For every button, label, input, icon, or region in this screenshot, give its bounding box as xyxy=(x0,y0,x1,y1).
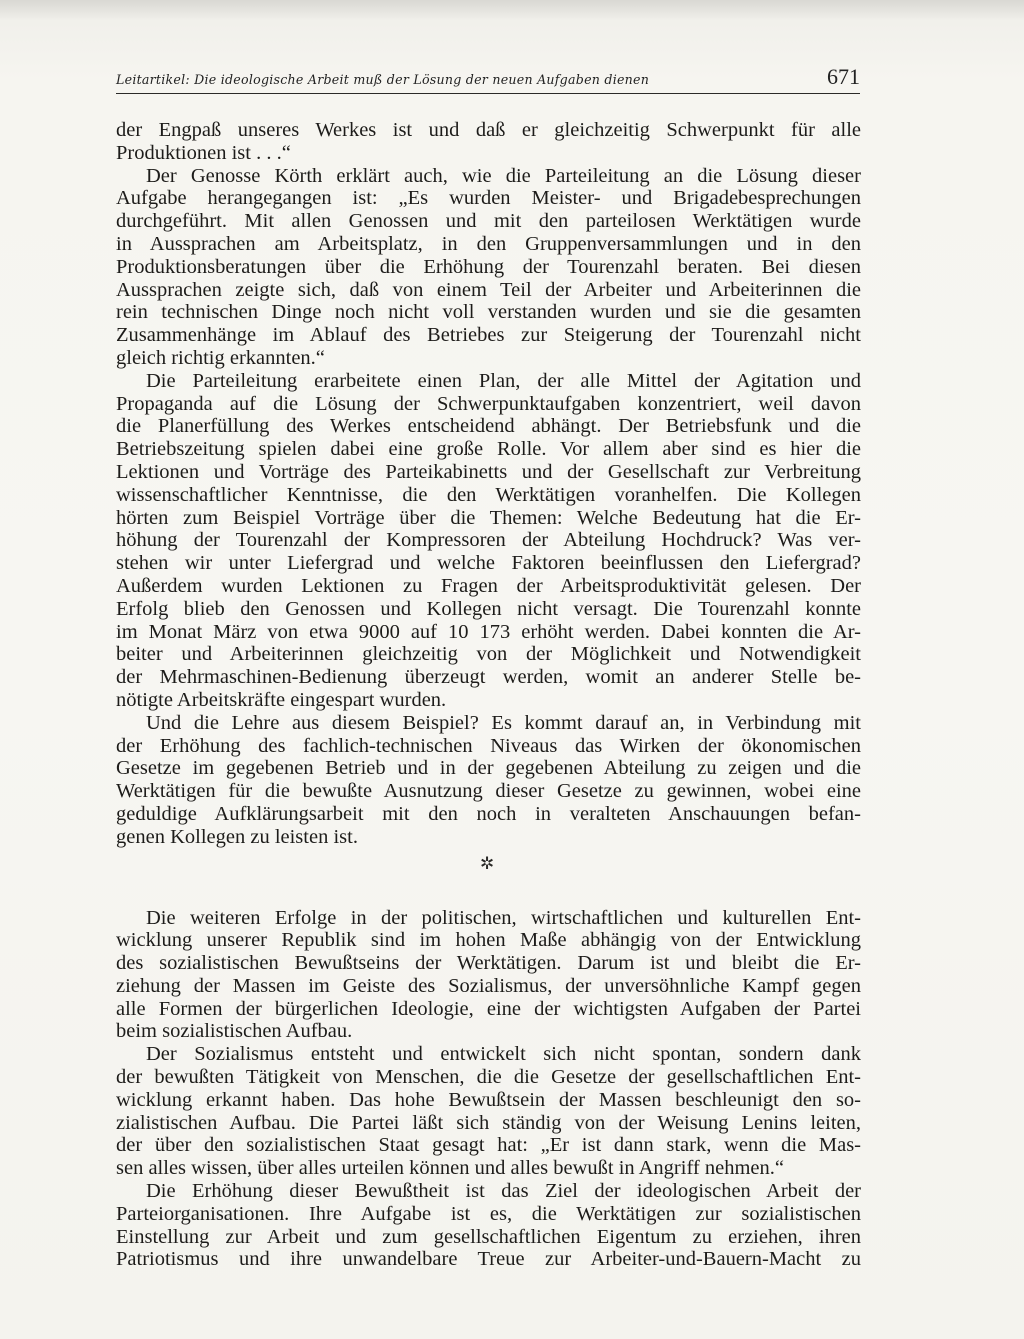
paragraph-first-line: Die Erhöhung dieser Bewußtheit ist das Ziel der ideologischen Arbeit der xyxy=(146,1180,861,1203)
text-line: im Monat März von etwa 9000 auf 10 173 erhöht werden. Dabei konnten die Ar- xyxy=(116,620,861,643)
text-line: sen alles wissen, über alles urteilen können und alles bewußt in Angriff nehmen.“ xyxy=(116,1157,784,1180)
text-line: beiter und Arbeiterinnen gleichzeitig von der Möglichkeit und Notwendigkeit xyxy=(116,643,861,666)
text-line: hörten zum Beispiel Vorträge über die Themen: Welche Bedeutung hat die Er- xyxy=(116,506,861,529)
text-line: Lektionen und Vorträge des Parteikabinetts und der Gesellschaft zur Verbreitung xyxy=(116,460,861,483)
running-head xyxy=(116,62,860,96)
text-line: wicklung erkannt haben. Das hohe Bewußtsein der Massen beschleunigt den so- xyxy=(116,1088,861,1111)
text-line: durchgeführt. Mit allen Genossen und mit den parteilosen Werktätigen wurde xyxy=(116,210,861,233)
text-line: gleich richtig erkannten.“ xyxy=(116,346,325,369)
text-line: Betriebszeitung spielen dabei eine große Rolle. Vor allem aber sind es hier die xyxy=(116,438,861,461)
text-line: geduldige Aufklärungsarbeit mit den noch in veralteten Anschauungen befan- xyxy=(116,802,861,825)
paragraph-first-line: Der Genosse Körth erklärt auch, wie die Parteileitung an die Lösung dieser xyxy=(146,164,861,187)
text-line: Parteiorganisationen. Ihre Aufgabe ist es, die Werktätigen zur sozialistischen xyxy=(116,1202,861,1225)
section-separator xyxy=(116,849,861,883)
text-line: Produktionen ist . . .“ xyxy=(116,141,291,164)
text-line: Zusammenhänge im Ablauf des Betriebes zur Steigerung der Tourenzahl nicht xyxy=(116,324,861,347)
paragraph-first-line: Der Sozialismus entsteht und entwickelt sich nicht spontan, sondern dank xyxy=(146,1043,861,1066)
body-text xyxy=(116,119,861,1271)
text-line: rein technischen Dinge noch nicht voll verstanden wurden und sie die gesamten xyxy=(116,301,861,324)
text-line: wicklung unserer Republik sind im hohen Maße abhängig von der Entwicklung xyxy=(116,929,861,952)
paragraph-first-line: Die Parteileitung erarbeitete einen Plan, der alle Mittel der Agitation und xyxy=(146,369,861,392)
text-line: die Planerfüllung des Werkes entscheidend abhängt. Der Betriebsfunk und die xyxy=(116,415,861,438)
text-line: ziehung der Massen im Geiste des Sozialismus, der unversöhnliche Kampf gegen xyxy=(116,974,861,997)
text-line: der Engpaß unseres Werkes ist und daß er gleichzeitig Schwerpunkt für alle xyxy=(116,119,861,141)
text-line: genen Kollegen zu leisten ist. xyxy=(116,825,358,848)
text-line: Produktionsberatungen über die Erhöhung der Tourenzahl beraten. Bei diesen xyxy=(116,255,861,278)
text-line: alle Formen der bürgerlichen Ideologie, eine der wichtigsten Aufgaben der Partei xyxy=(116,997,861,1020)
text-line: wissenschaftlicher Kenntnisse, die den Werktätigen voranhelfen. Die Kollegen xyxy=(116,483,861,506)
header-rule xyxy=(116,93,860,94)
separator-star-icon: ✲ xyxy=(480,853,495,874)
section-gap xyxy=(116,883,861,907)
text-line: höhung der Tourenzahl der Kompressoren der Abteilung Hochdruck? Was ver- xyxy=(116,529,861,552)
text-line: Gesetze im gegebenen Betrieb und in der gegebenen Abteilung zu zeigen und die xyxy=(116,757,861,780)
text-line: stehen wir unter Liefergrad und welche Faktoren beeinflussen den Liefergrad? xyxy=(116,552,861,575)
text-line: Außerdem wurden Lektionen zu Fragen der Arbeitsproduktivität gelesen. Der xyxy=(116,574,861,597)
paragraph-first-line: Und die Lehre aus diesem Beispiel? Es kommt darauf an, in Verbindung mit xyxy=(146,711,861,734)
text-line: Werktätigen für die bewußte Ausnutzung dieser Gesetze zu gewinnen, wobei eine xyxy=(116,780,861,803)
text-line: Einstellung zur Arbeit und zum gesellschaftlichen Eigentum zu erziehen, ihren xyxy=(116,1225,861,1248)
text-line: der Mehrmaschinen-Bedienung überzeugt werden, womit an anderer Stelle be- xyxy=(116,666,861,689)
page-number: 671 xyxy=(827,64,860,89)
paragraph-first-line: Die weiteren Erfolge in der politischen, wirtschaftlichen und kulturellen Ent- xyxy=(146,906,861,929)
text-line: zialistischen Aufbau. Die Partei läßt sich ständig von der Weisung Lenins leiten, xyxy=(116,1111,861,1134)
text-line: der Erhöhung des fachlich-technischen Niveaus das Wirken der ökonomischen xyxy=(116,734,861,757)
text-line: des sozialistischen Bewußtseins der Werktätigen. Darum ist und bleibt die Er- xyxy=(116,952,861,975)
text-line: Propaganda auf die Lösung der Schwerpunktaufgaben konzentriert, weil davon xyxy=(116,392,861,415)
text-line: nötigte Arbeitskräfte eingespart wurden. xyxy=(116,688,447,711)
text-line: Patriotismus und ihre unwandelbare Treue zur Arbeiter-und-Bauern-Macht zu xyxy=(116,1248,861,1271)
text-line: Aufgabe herangegangen ist: „Es wurden Meister- und Brigadebesprechungen xyxy=(116,187,861,210)
text-line: der bewußten Tätigkeit von Menschen, die die Gesetze der gesellschaftlichen Ent- xyxy=(116,1066,861,1089)
text-line: beim sozialistischen Aufbau. xyxy=(116,1020,353,1043)
scan-top-edge xyxy=(0,0,1024,20)
text-line: der über den sozialistischen Staat gesagt hat: „Er ist dann stark, wenn die Mas- xyxy=(116,1134,861,1157)
text-line: Aussprachen zeigte sich, daß von einem Teil der Arbeiter und Arbeiterinnen die xyxy=(116,278,861,301)
text-line: Erfolg blieb den Genossen und Kollegen nicht versagt. Die Tourenzahl konnte xyxy=(116,597,861,620)
running-title: Leitartikel: Die ideologische Arbeit muß der Lösung der neuen Aufgaben dienen xyxy=(116,72,650,87)
text-line: in Aussprachen am Arbeitsplatz, in den Gruppenversammlungen und in den xyxy=(116,232,861,255)
